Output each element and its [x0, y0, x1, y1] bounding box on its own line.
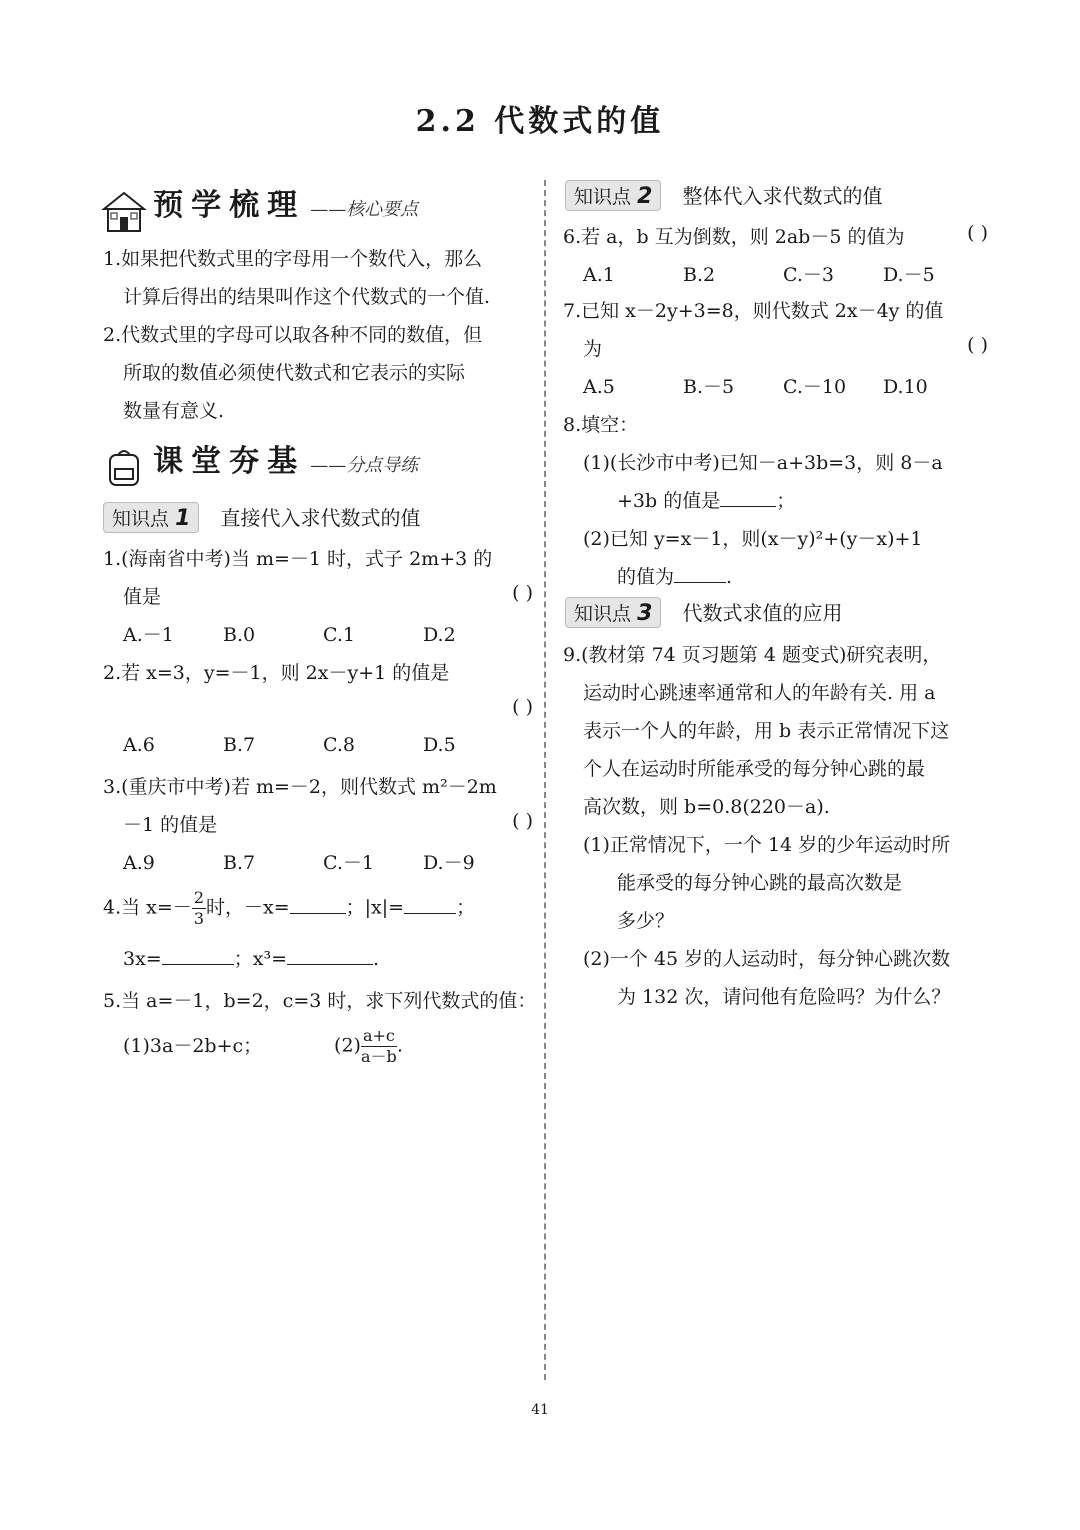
knowledge-point-2 [565, 180, 882, 211]
options: A.9 B.7 C.－1 D.－9 [123, 852, 475, 874]
question-2: 2.若 x=3，y=－1，则 2x－y+1 的值是 ( ) A.6 B.7 C.8 D.5 [103, 658, 533, 772]
class-section-header [100, 436, 418, 489]
options: A.5 B.－5 C.－10 D.10 [583, 376, 928, 398]
preview-line: 计算后得出的结果叫作这个代数式的一个值. [123, 286, 491, 308]
knowledge-title: 代数式求值的应用 [682, 601, 843, 625]
question-4: 4.当 x=－ $\frac{2}{3}$ 时，－x= ；|x|= ； 3x= ；x³= . [103, 888, 476, 970]
knowledge-badge: 知识点 3 [565, 597, 661, 628]
answer-paren: ( ) [512, 810, 533, 832]
fraction: $\frac{a+c}{a-b}$ [361, 1026, 397, 1066]
blank[interactable] [404, 895, 456, 914]
answer-paren: ( ) [512, 582, 533, 604]
preview-line: 2.代数式里的字母可以取各种不同的数值，但 [103, 324, 483, 346]
blank[interactable] [287, 946, 373, 965]
knowledge-point-1 [103, 502, 420, 533]
knowledge-point-3 [565, 597, 842, 628]
question-8: 8.填空： (1)(长沙市中考)已知－a+3b=3，则 8－a +3b 的值是 ； (2)已知 y=x－1，则(x－y)²+(y－x)+1 的值为 . [563, 414, 943, 588]
column-divider [544, 180, 546, 1380]
answer-paren: ( ) [512, 696, 533, 718]
knowledge-badge: 知识点 2 [565, 180, 661, 211]
preview-line: 所取的数值必须使代数式和它表示的实际 [123, 362, 466, 384]
options: A.1 B.2 C.－3 D.－5 [583, 264, 935, 286]
knowledge-title: 整体代入求代数式的值 [682, 184, 883, 208]
preview-line: 1.如果把代数式里的字母用一个数代入，那么 [103, 248, 483, 270]
blank[interactable] [290, 895, 346, 914]
options: A.－1 B.0 C.1 D.2 [123, 624, 456, 646]
preview-section-header [100, 180, 418, 233]
question-9: 9.(教材第 74 页习题第 4 题变式)研究表明， 运动时心跳速率通常和人的年龄有关. 用 a 表示一个人的年龄，用 b 表示正常情况下这 个人在运动时所能承受的每分钟心跳的最 高次数，则 b=0.8(220－a). (1)正常情况下，一个 14 岁的少年运动时所 能承受的每分钟心跳的最高次数是 多少？ (2)一个 45 岁的人运动时，每分钟心跳次数 为 132 次，请问他有危险吗？为什么？ [563, 644, 951, 1008]
blank[interactable] [674, 564, 726, 583]
options: A.6 B.7 C.8 D.5 [123, 734, 456, 756]
page-title: 2.2 代数式的值 [415, 104, 665, 139]
school-house-icon [100, 189, 148, 233]
question-7: 7.已知 x－2y+3=8，则代数式 2x－4y 的值 为 ( ) A.5 B.－5 C.－10 D.10 [563, 296, 988, 410]
question-6: 6.若 a，b 互为倒数，则 2ab－5 的值为 ( ) A.1 B.2 C.－3 D.－5 [563, 222, 988, 298]
answer-paren: ( ) [967, 222, 988, 244]
preview-subheading: ——核心要点 [310, 199, 419, 220]
preview-content [103, 244, 533, 434]
preview-heading: 预学梳理 [153, 188, 306, 223]
class-heading: 课堂夯基 [153, 444, 306, 479]
backpack-icon [100, 445, 148, 489]
question-5: 5.当 a=－1，b=2，c=3 时，求下列代数式的值： (1)3a－2b+c； (2) $\frac{a+c}{a-b}$ . [103, 990, 537, 1066]
fraction: $\frac{2}{3}$ [193, 888, 204, 928]
page-number: 41 [531, 1402, 549, 1418]
question-3: 3.(重庆市中考)若 m=－2，则代数式 m²－2m －1 的值是 ( ) A.9 B.7 C.－1 D.－9 [103, 772, 533, 886]
class-subheading: ——分点导练 [310, 455, 419, 476]
knowledge-badge: 知识点 1 [103, 502, 199, 533]
blank[interactable] [720, 488, 776, 507]
question-1: 1.(海南省中考)当 m=－1 时，式子 2m+3 的 值是 ( ) A.－1 B.0 C.1 D.2 [103, 544, 533, 658]
answer-paren: ( ) [967, 334, 988, 356]
knowledge-title: 直接代入求代数式的值 [220, 506, 421, 530]
preview-line: 数量有意义. [123, 400, 225, 422]
blank[interactable] [162, 946, 234, 965]
